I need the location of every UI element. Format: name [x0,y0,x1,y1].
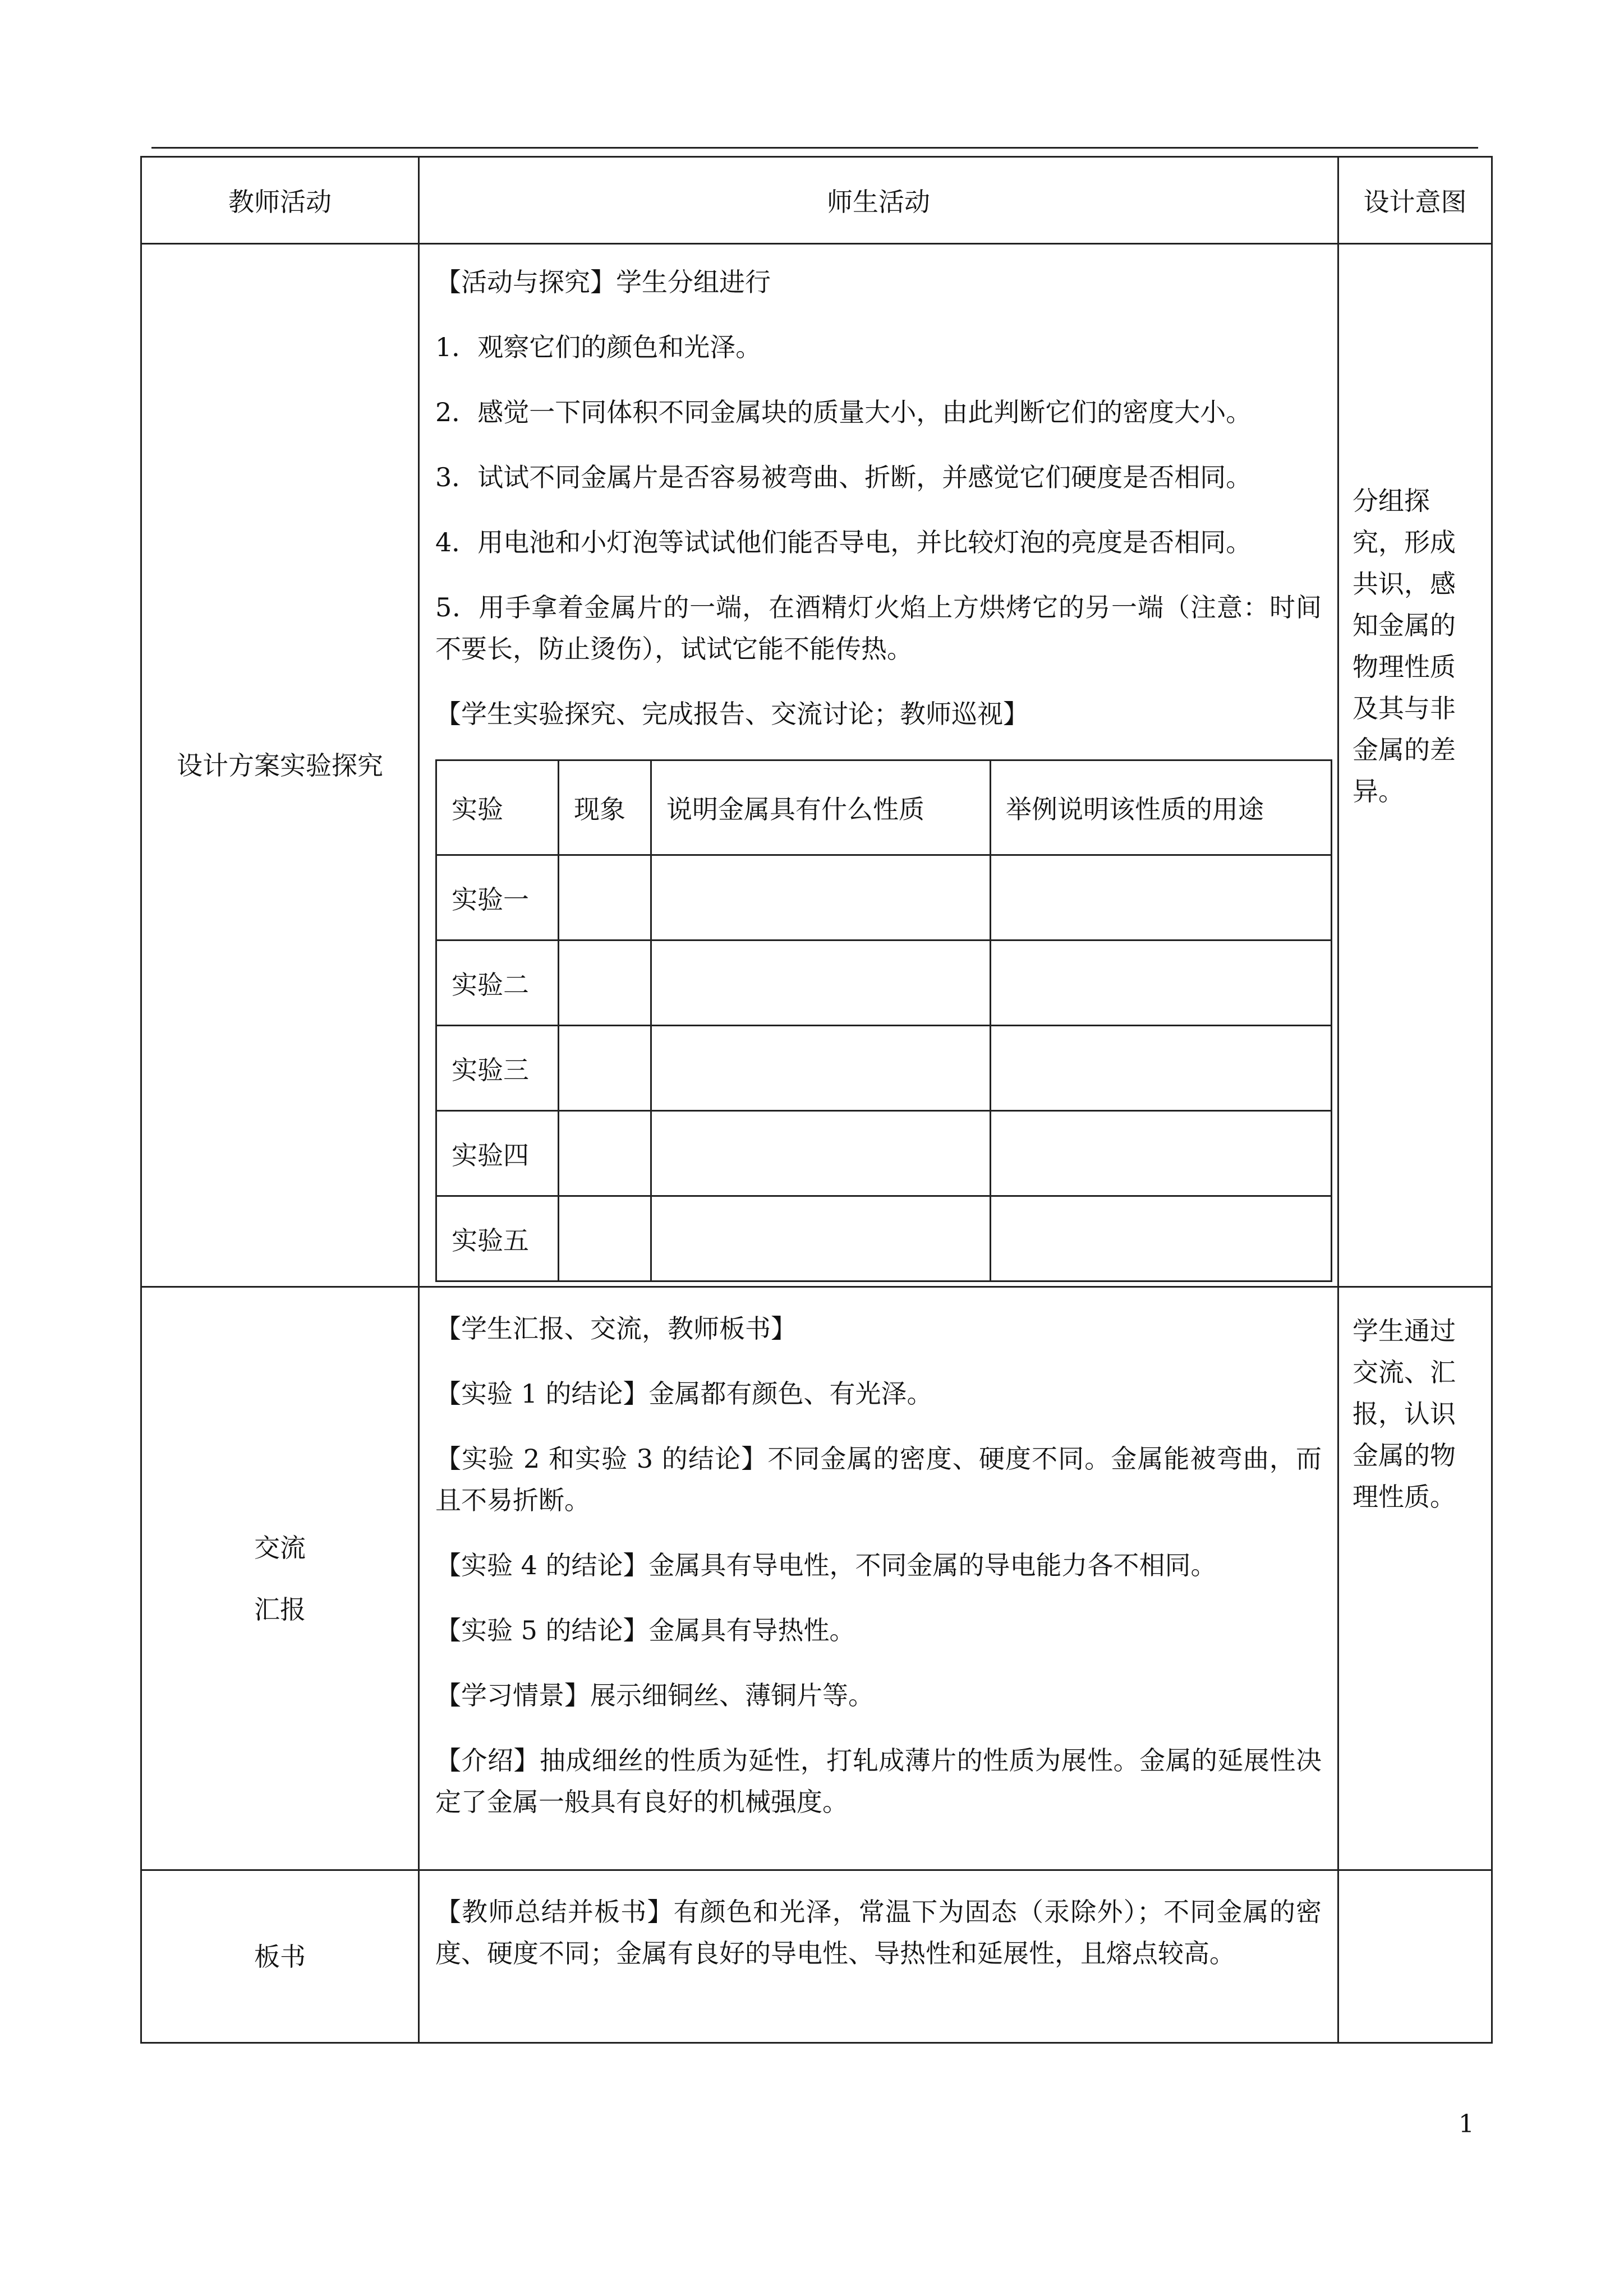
experiment-col-header: 举例说明该性质的用途 [991,760,1332,855]
experiment-name: 实验四 [436,1111,559,1196]
explore-line: 2．感觉一下同体积不同金属块的质量大小，由此判断它们的密度大小。 [435,397,1252,427]
experiment-row [436,1026,1332,1111]
experiment-cell [991,940,1332,1026]
experiment-cell [991,1111,1332,1196]
table-row-board [141,1870,1492,2043]
row-label-explore: 设计方案实验探究 [141,244,419,1287]
explore-line: 5．用手拿着金属片的一端，在酒精灯火焰上方烘烤它的另一端（注意：时间不要长，防止烫伤），试试它能不能传热。 [435,592,1322,664]
experiment-name: 实验五 [436,1196,559,1281]
row-intent-explore: 分组探究，形成共识，感知金属的物理性质及其与非金属的差异。 [1338,244,1492,1287]
report-line: 【学习情景】展示细铜丝、薄铜片等。 [435,1680,874,1711]
experiment-col-header: 实验 [436,760,559,855]
board-text: 【教师总结并板书】有颜色和光泽，常温下为固态（汞除外）；不同金属的密度、硬度不同；金属有良好的导电性、导热性和延展性，且熔点较高。 [435,1897,1322,1968]
report-line: 【实验 1 的结论】金属都有颜色、有光泽。 [435,1378,933,1409]
experiment-col-header: 说明金属具有什么性质 [651,760,991,855]
experiment-name: 实验三 [436,1026,559,1111]
row-content-board [419,1870,1338,2043]
lesson-plan-table [140,156,1493,2044]
experiment-cell [559,1026,651,1111]
explore-line: 【学生实验探究、完成报告、交流讨论；教师巡视】 [435,699,1029,729]
experiment-cell [651,940,991,1026]
report-label-line: 汇报 [254,1594,306,1625]
explore-line: 4．用电池和小灯泡等试试他们能否导电，并比较灯泡的亮度是否相同。 [435,527,1252,557]
experiment-cell [559,940,651,1026]
experiment-row [436,940,1332,1026]
experiment-name: 实验二 [436,940,559,1026]
header-teacher-student-activity: 师生活动 [419,157,1338,244]
experiment-cell [651,855,991,940]
explore-line: 【活动与探究】学生分组进行 [435,267,771,297]
report-line: 【学生汇报、交流，教师板书】 [435,1313,797,1344]
experiment-cell [651,1026,991,1111]
experiment-cell [651,1111,991,1196]
row-intent-report: 学生通过交流、汇报，认识金属的物理性质。 [1338,1287,1492,1870]
experiment-row [436,855,1332,940]
header-rule [151,147,1478,149]
experiment-cell [991,1196,1332,1281]
row-label-board: 板书 [141,1870,419,2043]
table-row-report [141,1287,1492,1870]
report-line: 【介绍】抽成细丝的性质为延性，打轧成薄片的性质为展性。金属的延展性决定了金属一般具有良好的机械强度。 [435,1745,1322,1817]
experiment-name: 实验一 [436,855,559,940]
experiment-table [435,759,1332,1282]
report-line: 【实验 2 和实验 3 的结论】不同金属的密度、硬度不同。金属能被弯曲，而且不易折断。 [435,1444,1322,1515]
experiment-cell [991,1026,1332,1111]
explore-line: 3．试试不同金属片是否容易被弯曲、折断，并感觉它们硬度是否相同。 [435,462,1252,492]
row-label-report [141,1287,419,1870]
experiment-cell [559,1196,651,1281]
experiment-cell [559,855,651,940]
header-design-intent: 设计意图 [1338,157,1492,244]
experiment-cell [559,1111,651,1196]
experiment-row [436,1111,1332,1196]
page-number: 1 [1459,2110,1474,2138]
table-row-explore [141,244,1492,1287]
experiment-col-header: 现象 [559,760,651,855]
row-intent-board [1338,1870,1492,2043]
explore-line: 1．观察它们的颜色和光泽。 [435,332,762,362]
experiment-cell [991,855,1332,940]
experiment-cell [651,1196,991,1281]
report-line: 【实验 5 的结论】金属具有导热性。 [435,1615,855,1645]
experiment-row [436,1196,1332,1281]
report-line: 【实验 4 的结论】金属具有导电性，不同金属的导电能力各不相同。 [435,1550,1217,1580]
row-content-report [419,1287,1338,1870]
row-content-explore [419,244,1338,1287]
table-header-row [141,157,1492,244]
header-teacher-activity: 教师活动 [141,157,419,244]
experiment-table-header [436,760,1332,855]
report-label-line: 交流 [254,1532,306,1563]
